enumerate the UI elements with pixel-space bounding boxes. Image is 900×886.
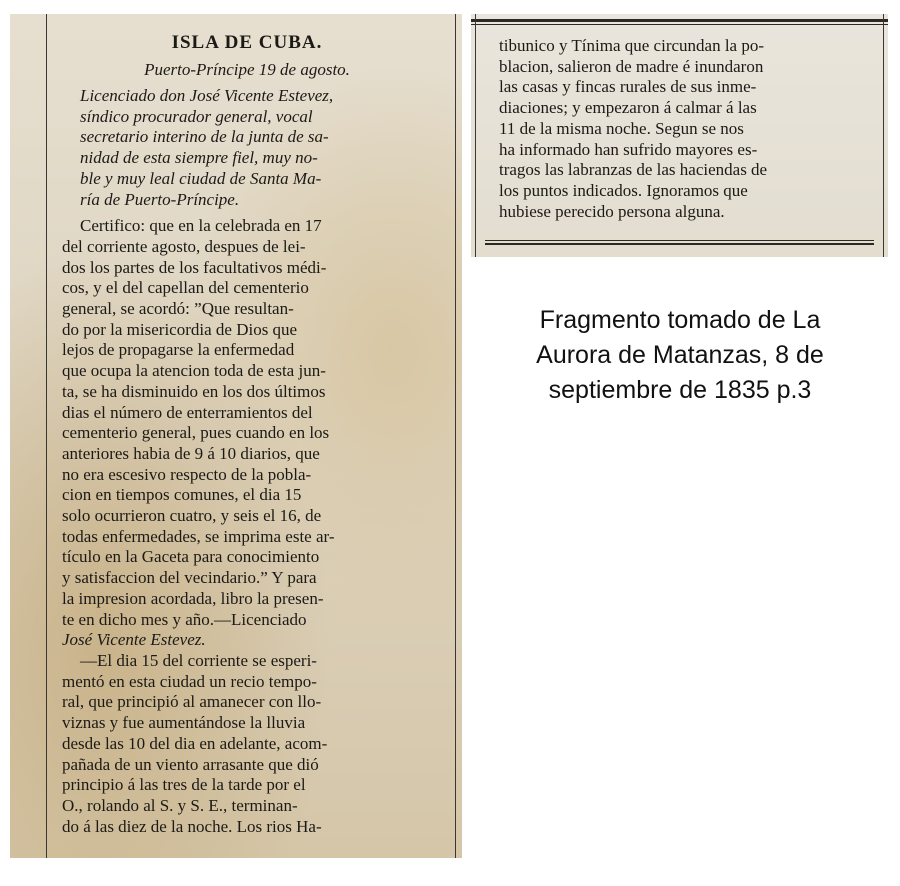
intro-paragraph [62, 86, 432, 210]
text-line: diaciones; y empezaron á calmar á las [499, 98, 757, 118]
text-line: anteriores habia de 9 á 10 diarios, que [62, 443, 320, 463]
text-line: O., rolando al S. y S. E., terminan- [62, 795, 298, 815]
newspaper-clipping-left [10, 14, 462, 858]
text-line: nidad de esta siempre fiel, muy no- [80, 148, 318, 168]
text-line: ta, se ha disminuido en los dos últimos [62, 381, 326, 401]
text-line: solo ocurrieron cuatro, y seis el 16, de [62, 506, 322, 526]
top-rule [471, 19, 888, 22]
text-line: mentó en esta ciudad un recio tempo- [62, 671, 317, 691]
text-line: Licenciado don José Vicente Estevez, [80, 86, 334, 105]
text-line: —El dia 15 del corriente se esperi- [80, 650, 317, 670]
certificate-paragraph [62, 216, 432, 651]
text-line: lejos de propagarse la enfermedad [62, 340, 295, 360]
text-line: tículo en la Gaceta para conocimiento [62, 547, 320, 567]
text-line: secretario interino de la junta de sa- [80, 127, 329, 147]
text-line: do á las diez de la noche. Los rios Ha- [62, 816, 322, 836]
column-rule [46, 14, 47, 858]
continuation-paragraph [499, 36, 860, 222]
newspaper-clipping-right [471, 14, 888, 257]
text-line: dias el número de enterramientos del [62, 402, 313, 422]
source-caption [480, 303, 880, 408]
text-line: ble y muy leal ciudad de Santa Ma- [80, 168, 322, 188]
text-line: ría de Puerto-Príncipe. [80, 189, 240, 209]
text-line: del corriente agosto, despues de lei- [62, 236, 306, 256]
column-rule [475, 14, 476, 257]
text-line: ral, que principió al amanecer con llo- [62, 692, 322, 712]
text-line: pañada de un viento arrasante que dió [62, 754, 319, 774]
text-line: 11 de la misma noche. Segun se nos [499, 118, 744, 138]
text-line: no era escesivo respecto de la pobla- [62, 464, 312, 484]
text-line: cion en tiempos comunes, el dia 15 [62, 485, 302, 505]
text-line: tragos las labranzas de las haciendas de [499, 160, 768, 180]
text-line: blacion, salieron de madre é inundaron [499, 56, 764, 76]
text-line: hubiese perecido persona alguna. [499, 201, 725, 221]
text-line: do por la misericordia de Dios que [62, 319, 298, 339]
signature: José Vicente Estevez. [62, 630, 206, 650]
text-line: tibunico y Tínima que circundan la po- [499, 36, 765, 55]
text-line: principio á las tres de la tarde por el [62, 775, 306, 795]
text-line: síndico procurador general, vocal [80, 106, 313, 126]
clipping-dateline: Puerto-Príncipe 19 de agosto. [144, 60, 350, 79]
text-line: dos los partes de los facultativos médi- [62, 257, 327, 277]
text-line: cementerio general, pues cuando en los [62, 423, 330, 443]
caption-line: septiembre de 1835 p.3 [548, 376, 812, 404]
caption-line: Aurora de Matanzas, 8 de [536, 341, 824, 369]
text-line: los puntos indicados. Ignoramos que [499, 180, 748, 200]
column-rule [455, 14, 456, 858]
column-rule [883, 14, 884, 257]
clipping-heading: ISLA DE CUBA. [171, 32, 323, 53]
text-line: todas enfermedades, se imprima este ar- [62, 526, 335, 546]
text-line: las casas y fincas rurales de sus inme- [499, 77, 757, 97]
text-line: y satisfaccion del vecindario.” Y para [62, 568, 317, 588]
bottom-rule-thin [485, 240, 874, 241]
caption-line: Fragmento tomado de La [539, 306, 821, 334]
bottom-rule [485, 243, 874, 245]
text-line: desde las 10 del dia en adelante, acom- [62, 733, 328, 753]
text-line: te en dicho mes y año.—Licenciado [62, 609, 307, 629]
storm-news-paragraph [62, 651, 432, 837]
text-line: cos, y el del capellan del cementerio [62, 278, 309, 298]
text-line: general, se acordó: ”Que resultan- [62, 299, 294, 319]
text-line: que ocupa la atencion toda de esta jun- [62, 361, 326, 381]
text-line: ha informado han sufrido mayores es- [499, 139, 758, 159]
text-line: Certifico: que en la celebrada en 17 [80, 216, 322, 236]
text-line: viznas y fue aumentándose la lluvia [62, 713, 306, 733]
top-rule-thin [471, 24, 888, 25]
text-line: la impresion acordada, libro la presen- [62, 588, 324, 608]
